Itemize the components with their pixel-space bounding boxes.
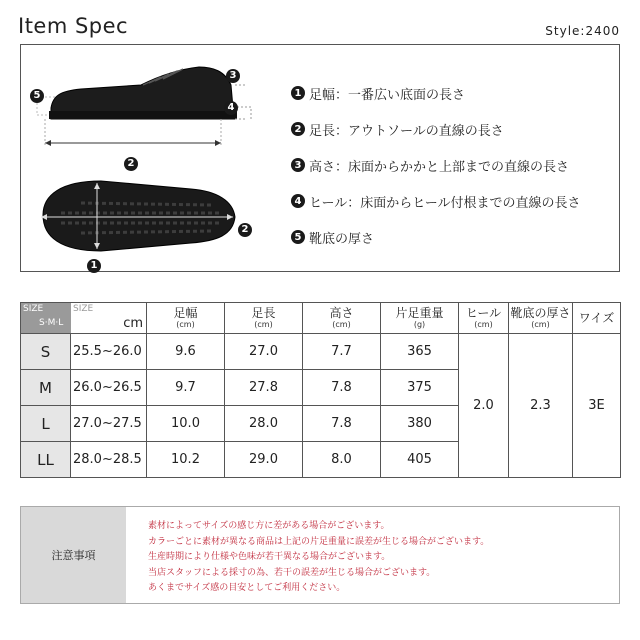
- legend-item: 1 足幅：一番広い底面の長さ: [291, 75, 580, 111]
- marker-2-sole: 2: [238, 217, 256, 237]
- marker-1: 1: [87, 253, 105, 273]
- height-cell: 7.7: [303, 334, 381, 370]
- marker-2-side: 2: [124, 151, 142, 171]
- header-length: 足長 (cm): [225, 303, 303, 334]
- length-cell: 27.0: [225, 334, 303, 370]
- corner-size-label: SIZE S·M·L: [21, 303, 71, 333]
- size-cell: L: [21, 406, 71, 442]
- height-cell: 7.8: [303, 406, 381, 442]
- range-cell: 25.5~26.0: [71, 334, 147, 370]
- spec-diagram-panel: [20, 44, 620, 272]
- notice-body: [126, 507, 619, 603]
- range-cell: 26.0~26.5: [71, 370, 147, 406]
- header-heel: ヒール (cm): [459, 303, 509, 334]
- marker-3: 3: [226, 63, 244, 83]
- notice-line: 当店スタッフによる採寸の為、若干の誤差が生じる場合がございます。: [148, 567, 436, 578]
- weight-cell: 405: [381, 442, 459, 478]
- length-cell: 28.0: [225, 406, 303, 442]
- header-weight: 片足重量 (g): [381, 303, 459, 334]
- width-cell: 10.0: [147, 406, 225, 442]
- range-cell: 27.0~27.5: [71, 406, 147, 442]
- size-spec-table: [20, 302, 621, 478]
- weight-cell: 375: [381, 370, 459, 406]
- measurement-legend: [291, 75, 580, 255]
- legend-item: 5 靴底の厚さ: [291, 219, 580, 255]
- length-cell: 29.0: [225, 442, 303, 478]
- height-cell: 8.0: [303, 442, 381, 478]
- header-wise: ワイズ: [573, 303, 621, 334]
- page-title: Item Spec: [18, 14, 129, 38]
- notice-line: 生産時期により仕様や色味が若干異なる場合がございます。: [148, 552, 391, 562]
- legend-item: 3 高さ：床面からかかと上部までの直線の長さ: [291, 147, 580, 183]
- width-cell: 9.6: [147, 334, 225, 370]
- size-cell: S: [21, 334, 71, 370]
- corner-range-label: SIZE cm: [73, 304, 143, 331]
- weight-cell: 380: [381, 406, 459, 442]
- range-cell: 28.0~28.5: [71, 442, 147, 478]
- width-cell: 9.7: [147, 370, 225, 406]
- heel-cell: 2.0: [459, 334, 509, 478]
- sole-cell: 2.3: [509, 334, 573, 478]
- length-cell: 27.8: [225, 370, 303, 406]
- size-cell: M: [21, 370, 71, 406]
- style-code: Style:2400: [545, 24, 620, 38]
- table-corner-cell: [21, 303, 147, 334]
- table-header-row: [21, 303, 621, 334]
- notice-box: [20, 506, 620, 604]
- header-height: 高さ (cm): [303, 303, 381, 334]
- notice-line: 素材によってサイズの感じ方に差がある場合がございます。: [148, 521, 390, 531]
- marker-5: 5: [30, 83, 48, 103]
- header-width: 足幅 (cm): [147, 303, 225, 334]
- shoe-side-view: [37, 67, 251, 147]
- weight-cell: 365: [381, 334, 459, 370]
- table-row: [21, 334, 621, 370]
- marker-4: 4: [224, 95, 242, 115]
- wise-cell: 3E: [573, 334, 621, 478]
- notice-line: あくまでサイズ感の目安としてご利用ください。: [148, 583, 346, 593]
- legend-item: 2 足長：アウトソールの直線の長さ: [291, 111, 580, 147]
- width-cell: 10.2: [147, 442, 225, 478]
- header-sole: 靴底の厚さ (cm): [509, 303, 573, 334]
- size-cell: LL: [21, 442, 71, 478]
- notice-line: カラーごとに素材が異なる商品は上記の片足重量に誤差が生じる場合がございます。: [148, 536, 490, 547]
- legend-item: 4 ヒール：床面からヒール付根までの直線の長さ: [291, 183, 580, 219]
- shoe-sole-view: [41, 181, 235, 251]
- notice-label: 注意事項: [21, 507, 126, 603]
- height-cell: 7.8: [303, 370, 381, 406]
